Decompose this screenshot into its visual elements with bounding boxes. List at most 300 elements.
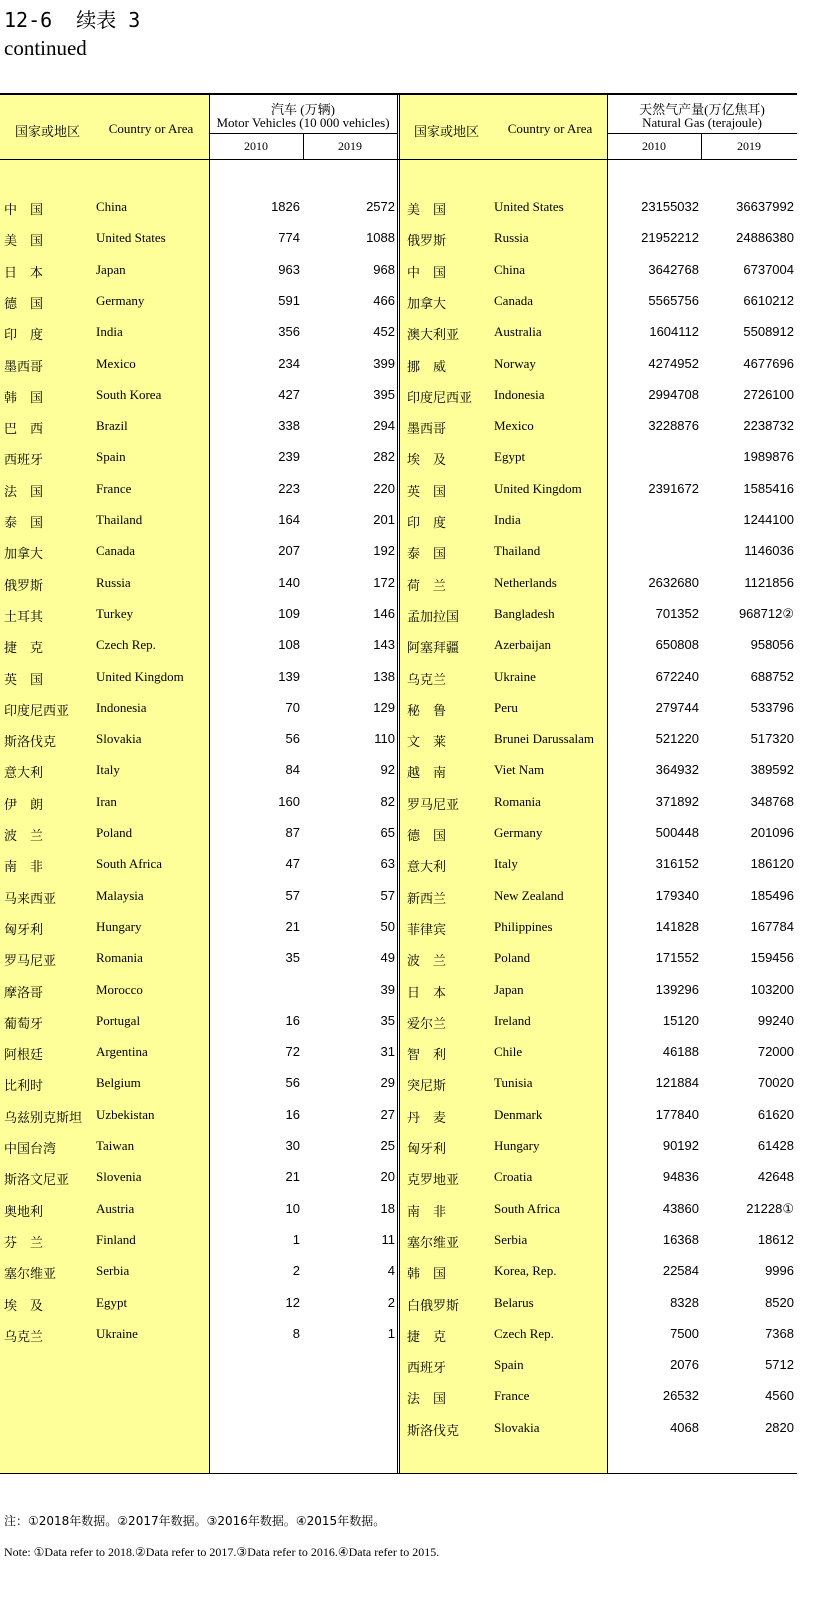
vehicle-row-country-cn: 中国台湾: [4, 1142, 57, 1157]
vehicle-row-value-2019: 49: [380, 950, 395, 965]
vehicle-row-country-en: Morocco: [96, 982, 143, 997]
vehicle-row-country-en: United Kingdom: [96, 669, 184, 684]
vehicle-row-country-en: Japan: [96, 262, 126, 277]
vehicle-row-value-2010: 356: [278, 324, 300, 339]
gas-row-country-en: Czech Rep.: [494, 1326, 554, 1341]
vehicle-row-country-cn: 意大利: [4, 766, 44, 781]
page-title-cn: 12-6 续表 3: [4, 8, 141, 32]
gas-row-country-cn: 韩 国: [407, 1267, 447, 1282]
gas-row-value-2010: 500448: [655, 825, 699, 840]
vehicle-row-country-cn: 巴 西: [4, 422, 44, 437]
gas-row-value-2010: 3642768: [648, 262, 699, 277]
right-header-country-cn: 国家或地区: [413, 124, 479, 139]
vehicle-row-value-2019: 92: [380, 762, 395, 777]
vehicle-row-country-cn: 西班牙: [4, 453, 44, 468]
vehicle-row-value-2019: 129: [373, 700, 395, 715]
vehicle-row-value-2010: 72: [285, 1044, 300, 1059]
gas-row-country-en: Thailand: [494, 543, 541, 558]
vehicle-row-country-en: Hungary: [96, 919, 142, 934]
gas-row-country-cn: 爱尔兰: [407, 1017, 447, 1032]
vehicle-row-country-cn: 埃 及: [4, 1299, 44, 1314]
vehicle-row-value-2010: 57: [285, 888, 300, 903]
left-year-2010: 2010: [244, 139, 268, 153]
gas-row-country-cn: 突尼斯: [407, 1079, 447, 1094]
vehicle-row-value-2010: 963: [278, 262, 300, 277]
vehicle-row-value-2010: 338: [278, 418, 300, 433]
vehicle-row-country-en: Portugal: [96, 1013, 141, 1028]
vehicle-row-country-cn: 日 本: [4, 266, 44, 281]
gas-row-country-en: Brunei Darussalam: [494, 731, 595, 746]
gas-row-value-2019: 18612: [757, 1232, 794, 1247]
vehicle-row-country-cn: 英 国: [4, 673, 44, 688]
gas-row-country-cn: 南 非: [407, 1205, 447, 1220]
left-header-country-cn: 国家或地区: [14, 124, 80, 139]
gas-row-value-2019: 159456: [750, 950, 794, 965]
vehicle-row-country-cn: 罗马尼亚: [4, 954, 57, 969]
gas-row-value-2019: 1585416: [743, 481, 794, 496]
gas-row-country-en: Croatia: [494, 1169, 533, 1184]
vehicle-row-country-en: Austria: [96, 1201, 135, 1216]
gas-row-country-en: South Africa: [494, 1201, 561, 1216]
gas-row-country-cn: 加拿大: [407, 297, 447, 312]
vehicle-row-country-en: Turkey: [96, 606, 134, 621]
vehicle-row-value-2019: 201: [373, 512, 395, 527]
gas-row-country-cn: 智 利: [407, 1048, 447, 1063]
gas-row-value-2010: 141828: [655, 919, 699, 934]
gas-row-value-2010: 15120: [662, 1013, 699, 1028]
gas-row-country-en: Serbia: [494, 1232, 528, 1247]
gas-row-value-2010: 3228876: [648, 418, 699, 433]
vehicle-row-value-2019: 29: [380, 1075, 395, 1090]
gas-row-country-en: Spain: [494, 1357, 524, 1372]
gas-row-country-en: Philippines: [494, 919, 553, 934]
natural-gas-header-cn: 天然气产量(万亿焦耳): [639, 102, 765, 117]
vehicle-row-country-cn: 韩 国: [4, 391, 44, 406]
gas-row-country-cn: 挪 威: [407, 360, 447, 375]
gas-row-country-cn: 菲律宾: [407, 923, 447, 938]
gas-row-country-en: Netherlands: [494, 575, 557, 590]
vehicle-row-value-2010: 84: [285, 762, 300, 777]
vehicle-row-value-2010: 109: [278, 606, 300, 621]
vehicle-row-country-en: Thailand: [96, 512, 143, 527]
gas-row-country-cn: 斯洛伐克: [407, 1424, 460, 1439]
vehicle-row-value-2010: 56: [285, 731, 300, 746]
vehicle-row-value-2010: 1826: [271, 199, 300, 214]
gas-row-value-2019: 42648: [757, 1169, 794, 1184]
gas-row-value-2010: 2994708: [648, 387, 699, 402]
vehicle-row-value-2010: 207: [278, 543, 300, 558]
vehicle-row-value-2019: 110: [374, 731, 395, 746]
gas-row-value-2019: 4560: [765, 1388, 794, 1403]
gas-row-country-en: Russia: [494, 230, 529, 245]
gas-row-country-en: Denmark: [494, 1107, 543, 1122]
vehicle-row-value-2010: 427: [278, 387, 300, 402]
vehicle-row-country-cn: 墨西哥: [4, 360, 44, 375]
vehicle-row-country-cn: 斯洛伐克: [4, 735, 57, 750]
gas-row-country-cn: 美 国: [407, 203, 447, 218]
vehicle-row-country-en: Italy: [96, 762, 120, 777]
gas-row-value-2019: 2238732: [743, 418, 794, 433]
gas-row-country-en: Bangladesh: [494, 606, 555, 621]
vehicle-row-value-2019: 395: [373, 387, 395, 402]
gas-row-country-en: United Kingdom: [494, 481, 582, 496]
vehicle-row-country-en: United States: [96, 230, 166, 245]
vehicle-row-value-2010: 591: [278, 293, 300, 308]
gas-row-value-2010: 46188: [662, 1044, 699, 1059]
gas-row-value-2019: 389592: [750, 762, 794, 777]
vehicle-row-country-en: Poland: [96, 825, 133, 840]
gas-row-country-en: Tunisia: [494, 1075, 533, 1090]
gas-row-country-cn: 越 南: [407, 766, 447, 781]
vehicle-row-value-2019: 57: [380, 888, 395, 903]
vehicle-row-country-en: Slovenia: [96, 1169, 142, 1184]
gas-row-country-en: Indonesia: [494, 387, 545, 402]
vehicle-row-value-2010: 774: [278, 230, 300, 245]
gas-row-country-cn: 克罗地亚: [407, 1173, 460, 1188]
vehicle-row-country-en: Spain: [96, 449, 126, 464]
gas-row-country-en: Azerbaijan: [494, 637, 552, 652]
gas-row-country-en: Belarus: [494, 1295, 534, 1310]
vehicle-row-country-cn: 马来西亚: [4, 892, 57, 907]
gas-row-value-2019: 185496: [750, 888, 794, 903]
gas-row-country-cn: 澳大利亚: [407, 328, 460, 343]
gas-row-value-2019: 968712②: [738, 606, 794, 621]
vehicle-row-value-2019: 27: [380, 1107, 395, 1122]
vehicle-row-country-cn: 德 国: [4, 297, 44, 312]
gas-row-value-2019: 688752: [750, 669, 794, 684]
vehicle-row-country-en: Serbia: [96, 1263, 130, 1278]
gas-row-country-cn: 秘 鲁: [407, 704, 447, 719]
vehicle-row-country-en: South Korea: [96, 387, 162, 402]
gas-row-value-2019: 958056: [750, 637, 794, 652]
vehicle-row-country-cn: 印 度: [4, 328, 44, 343]
gas-row-value-2010: 364932: [655, 762, 699, 777]
gas-row-value-2019: 103200: [750, 982, 794, 997]
gas-row-value-2019: 5508912: [743, 324, 794, 339]
gas-row-value-2010: 4274952: [648, 356, 699, 371]
gas-row-value-2010: 2391672: [648, 481, 699, 496]
vehicle-row-value-2019: 2572: [366, 199, 395, 214]
gas-row-value-2010: 371892: [655, 794, 699, 809]
footnote-en: Note: ①Data refer to 2018.②Data refer to 2017.③Data refer to 2016.④Data refer to 2015.: [4, 1545, 440, 1559]
gas-row-country-en: Japan: [494, 982, 524, 997]
vehicle-row-country-en: Brazil: [96, 418, 128, 433]
right-header-country-en: Country or Area: [507, 121, 593, 136]
gas-row-value-2010: 316152: [655, 856, 699, 871]
vehicle-row-value-2010: 12: [285, 1295, 300, 1310]
vehicle-row-country-en: Romania: [96, 950, 143, 965]
gas-row-value-2010: 701352: [655, 606, 699, 621]
vehicle-row-country-cn: 伊 朗: [4, 798, 44, 813]
gas-row-value-2010: 279744: [655, 700, 699, 715]
vehicle-row-value-2010: 70: [285, 700, 300, 715]
vehicle-row-value-2019: 25: [380, 1138, 395, 1153]
motor-vehicles-header-en: Motor Vehicles (10 000 vehicles): [216, 115, 390, 130]
vehicle-row-value-2019: 18: [380, 1201, 395, 1216]
vehicle-row-value-2010: 56: [285, 1075, 300, 1090]
gas-row-value-2010: 139296: [655, 982, 699, 997]
gas-row-value-2010: 43860: [662, 1201, 699, 1216]
gas-row-value-2010: 22584: [662, 1263, 699, 1278]
gas-row-country-en: Italy: [494, 856, 518, 871]
gas-row-country-cn: 印度尼西亚: [407, 391, 473, 406]
gas-row-value-2019: 2726100: [743, 387, 794, 402]
gas-row-value-2019: 167784: [750, 919, 794, 934]
vehicle-row-value-2010: 30: [285, 1138, 300, 1153]
gas-row-value-2019: 21228①: [746, 1201, 794, 1216]
gas-row-value-2019: 533796: [750, 700, 794, 715]
gas-row-country-cn: 埃 及: [407, 453, 447, 468]
vehicle-row-country-cn: 匈牙利: [4, 923, 44, 938]
footnote-cn: 注：①2018年数据。②2017年数据。③2016年数据。④2015年数据。: [4, 1514, 386, 1528]
gas-row-country-cn: 日 本: [407, 986, 447, 1001]
gas-row-country-en: Australia: [494, 324, 542, 339]
gas-row-country-cn: 西班牙: [407, 1361, 447, 1376]
gas-row-value-2019: 61620: [757, 1107, 794, 1122]
vehicle-row-country-en: India: [96, 324, 123, 339]
gas-row-country-cn: 意大利: [407, 860, 447, 875]
vehicle-row-value-2010: 108: [278, 637, 300, 652]
gas-row-value-2019: 70020: [757, 1075, 794, 1090]
gas-row-value-2010: 177840: [655, 1107, 699, 1122]
gas-row-value-2019: 348768: [750, 794, 794, 809]
gas-row-country-cn: 孟加拉国: [407, 610, 460, 625]
gas-row-country-en: Norway: [494, 356, 536, 371]
divider: [397, 95, 398, 1473]
vehicle-row-country-en: Belgium: [96, 1075, 141, 1090]
vehicle-row-value-2010: 1: [292, 1232, 300, 1247]
gas-row-country-cn: 中 国: [407, 266, 447, 281]
vehicle-row-country-en: Argentina: [96, 1044, 148, 1059]
gas-row-country-cn: 文 莱: [407, 735, 447, 750]
motor-vehicles-header-cn: 汽车 (万辆): [271, 102, 335, 117]
vehicle-row-country-en: Uzbekistan: [96, 1107, 155, 1122]
gas-row-country-cn: 泰 国: [407, 547, 447, 562]
gas-row-value-2019: 6610212: [743, 293, 794, 308]
vehicle-row-country-en: Ukraine: [96, 1326, 138, 1341]
vehicle-row-country-cn: 芬 兰: [4, 1236, 44, 1251]
vehicle-row-country-cn: 塞尔维亚: [4, 1267, 57, 1282]
gas-row-value-2019: 99240: [757, 1013, 794, 1028]
vehicle-row-value-2019: 294: [373, 418, 395, 433]
vehicle-row-value-2010: 234: [278, 356, 300, 371]
vehicle-row-value-2010: 2: [292, 1263, 300, 1278]
gas-row-country-en: Peru: [494, 700, 518, 715]
vehicle-row-country-en: Slovakia: [96, 731, 142, 746]
vehicle-row-value-2019: 65: [380, 825, 395, 840]
vehicle-row-value-2019: 39: [380, 982, 395, 997]
gas-row-value-2010: 16368: [662, 1232, 699, 1247]
gas-row-country-cn: 新西兰: [407, 892, 447, 907]
gas-row-country-en: India: [494, 512, 521, 527]
gas-row-country-en: China: [494, 262, 526, 277]
vehicle-row-country-cn: 法 国: [4, 485, 44, 500]
gas-row-country-en: New Zealand: [494, 888, 564, 903]
divider: [399, 95, 400, 1473]
gas-row-country-cn: 乌克兰: [407, 673, 447, 688]
gas-row-country-en: Slovakia: [494, 1420, 540, 1435]
left-year-2019: 2019: [338, 139, 362, 153]
vehicle-row-country-cn: 中 国: [4, 203, 44, 218]
vehicle-row-country-en: Iran: [96, 794, 117, 809]
gas-row-value-2019: 1989876: [743, 449, 794, 464]
gas-row-value-2019: 72000: [757, 1044, 794, 1059]
gas-row-value-2019: 7368: [765, 1326, 794, 1341]
vehicle-row-country-cn: 印度尼西亚: [4, 704, 70, 719]
vehicle-row-value-2010: 239: [278, 449, 300, 464]
gas-row-value-2019: 9996: [765, 1263, 794, 1278]
vehicle-row-value-2010: 140: [278, 575, 300, 590]
gas-row-value-2010: 672240: [655, 669, 699, 684]
gas-row-value-2010: 179340: [655, 888, 699, 903]
gas-row-country-en: Chile: [494, 1044, 523, 1059]
vehicle-row-value-2010: 164: [278, 512, 300, 527]
gas-row-value-2010: 90192: [662, 1138, 699, 1153]
vehicle-row-country-cn: 乌克兰: [4, 1330, 44, 1345]
gas-row-country-en: Korea, Rep.: [494, 1263, 557, 1278]
vehicle-row-country-cn: 泰 国: [4, 516, 44, 531]
vehicle-row-country-en: Russia: [96, 575, 131, 590]
vehicle-row-country-cn: 比利时: [4, 1079, 44, 1094]
gas-row-value-2019: 6737004: [743, 262, 794, 277]
gas-row-country-en: Canada: [494, 293, 533, 308]
gas-row-country-cn: 墨西哥: [407, 422, 447, 437]
gas-row-value-2019: 4677696: [743, 356, 794, 371]
vehicle-row-value-2019: 143: [373, 637, 395, 652]
left-header-country-en: Country or Area: [108, 121, 194, 136]
divider: [607, 133, 797, 134]
gas-row-value-2019: 24886380: [736, 230, 794, 245]
vehicle-row-country-en: France: [96, 481, 132, 496]
gas-row-value-2019: 1146036: [744, 543, 794, 558]
gas-row-value-2019: 186120: [750, 856, 794, 871]
vehicle-row-country-cn: 土耳其: [4, 610, 44, 625]
gas-row-value-2010: 26532: [662, 1388, 699, 1403]
divider: [607, 95, 608, 1473]
gas-row-country-en: Ireland: [494, 1013, 531, 1028]
gas-row-value-2010: 121884: [655, 1075, 699, 1090]
gas-row-country-en: Poland: [494, 950, 531, 965]
gas-row-country-cn: 德 国: [407, 829, 447, 844]
vehicle-row-value-2019: 1: [387, 1326, 395, 1341]
gas-row-country-cn: 法 国: [407, 1392, 447, 1407]
gas-row-value-2019: 1244100: [743, 512, 794, 527]
vehicle-row-country-en: Malaysia: [96, 888, 144, 903]
gas-row-country-cn: 阿塞拜疆: [407, 641, 460, 656]
vehicle-row-value-2019: 192: [373, 543, 395, 558]
vehicle-row-country-cn: 阿根廷: [4, 1048, 44, 1063]
right-year-2019: 2019: [737, 139, 761, 153]
vehicle-row-value-2010: 35: [285, 950, 300, 965]
vehicle-row-value-2019: 82: [380, 794, 395, 809]
vehicle-row-value-2019: 4: [387, 1263, 395, 1278]
vehicle-row-value-2010: 8: [292, 1326, 300, 1341]
gas-row-value-2010: 8328: [670, 1295, 699, 1310]
vehicle-row-value-2019: 220: [373, 481, 395, 496]
vehicle-row-value-2019: 172: [373, 575, 395, 590]
gas-row-country-en: Mexico: [494, 418, 534, 433]
vehicle-row-country-cn: 乌兹别克斯坦: [4, 1111, 83, 1126]
vehicle-row-country-en: Taiwan: [96, 1138, 135, 1153]
gas-row-value-2010: 2076: [670, 1357, 699, 1372]
vehicle-row-country-en: Finland: [96, 1232, 136, 1247]
vehicle-row-country-cn: 摩洛哥: [4, 986, 44, 1001]
vehicle-row-value-2019: 11: [381, 1232, 395, 1247]
gas-row-country-cn: 塞尔维亚: [407, 1236, 460, 1251]
vehicle-row-value-2019: 452: [373, 324, 395, 339]
vehicle-row-value-2010: 139: [278, 669, 300, 684]
gas-row-country-en: Hungary: [494, 1138, 540, 1153]
vehicle-row-value-2019: 50: [380, 919, 395, 934]
gas-row-country-en: France: [494, 1388, 530, 1403]
vehicle-row-value-2010: 21: [285, 919, 300, 934]
vehicle-row-value-2010: 87: [285, 825, 300, 840]
vehicle-row-value-2019: 31: [380, 1044, 395, 1059]
gas-row-value-2019: 61428: [757, 1138, 794, 1153]
vehicle-row-country-en: Mexico: [96, 356, 136, 371]
gas-row-country-cn: 匈牙利: [407, 1142, 447, 1157]
gas-row-value-2019: 1121856: [744, 575, 794, 590]
vehicle-row-value-2019: 138: [373, 669, 395, 684]
gas-row-value-2019: 2820: [765, 1420, 794, 1435]
vehicle-row-country-cn: 奥地利: [4, 1205, 44, 1220]
vehicle-row-value-2019: 1088: [366, 230, 395, 245]
vehicle-row-country-cn: 俄罗斯: [4, 579, 44, 594]
vehicle-row-value-2010: 10: [285, 1201, 300, 1216]
gas-row-country-cn: 白俄罗斯: [407, 1299, 460, 1314]
vehicle-row-country-cn: 波 兰: [4, 829, 44, 844]
vehicle-row-value-2019: 399: [373, 356, 395, 371]
gas-row-country-en: Viet Nam: [494, 762, 545, 777]
gas-row-country-cn: 印 度: [407, 516, 447, 531]
vehicle-row-value-2019: 282: [373, 449, 395, 464]
vehicle-row-value-2010: 16: [285, 1013, 300, 1028]
gas-row-value-2010: 650808: [655, 637, 699, 652]
gas-row-country-en: Ukraine: [494, 669, 536, 684]
gas-row-value-2010: 21952212: [641, 230, 699, 245]
gas-row-value-2010: 7500: [670, 1326, 699, 1341]
vehicle-row-value-2010: 160: [278, 794, 300, 809]
vehicle-row-value-2010: 21: [285, 1169, 300, 1184]
vehicle-row-value-2019: 2: [387, 1295, 395, 1310]
gas-row-country-en: Egypt: [494, 449, 526, 464]
vehicle-row-country-en: Czech Rep.: [96, 637, 156, 652]
gas-row-country-cn: 捷 克: [407, 1330, 447, 1345]
page-title-en: continued: [4, 36, 87, 60]
gas-row-value-2019: 517320: [750, 731, 794, 746]
right-year-2010: 2010: [642, 139, 666, 153]
gas-row-value-2010: 521220: [655, 731, 699, 746]
vehicle-row-value-2019: 35: [380, 1013, 395, 1028]
natural-gas-header-en: Natural Gas (terajoule): [642, 115, 762, 130]
gas-row-value-2019: 201096: [750, 825, 794, 840]
vehicle-row-country-cn: 斯洛文尼亚: [4, 1173, 70, 1188]
gas-row-value-2010: 4068: [670, 1420, 699, 1435]
gas-row-value-2010: 171552: [655, 950, 699, 965]
header-rule: [0, 159, 797, 160]
vehicle-row-country-cn: 加拿大: [4, 547, 44, 562]
vehicle-row-value-2019: 20: [380, 1169, 395, 1184]
vehicle-row-country-cn: 美 国: [4, 234, 44, 249]
vehicle-row-country-en: Indonesia: [96, 700, 147, 715]
gas-row-value-2010: 94836: [662, 1169, 699, 1184]
gas-row-value-2019: 36637992: [736, 199, 794, 214]
vehicle-row-value-2010: 223: [278, 481, 300, 496]
gas-row-country-en: Romania: [494, 794, 541, 809]
gas-row-value-2010: 5565756: [648, 293, 699, 308]
vehicle-row-value-2019: 146: [373, 606, 395, 621]
gas-row-country-cn: 丹 麦: [407, 1111, 447, 1126]
